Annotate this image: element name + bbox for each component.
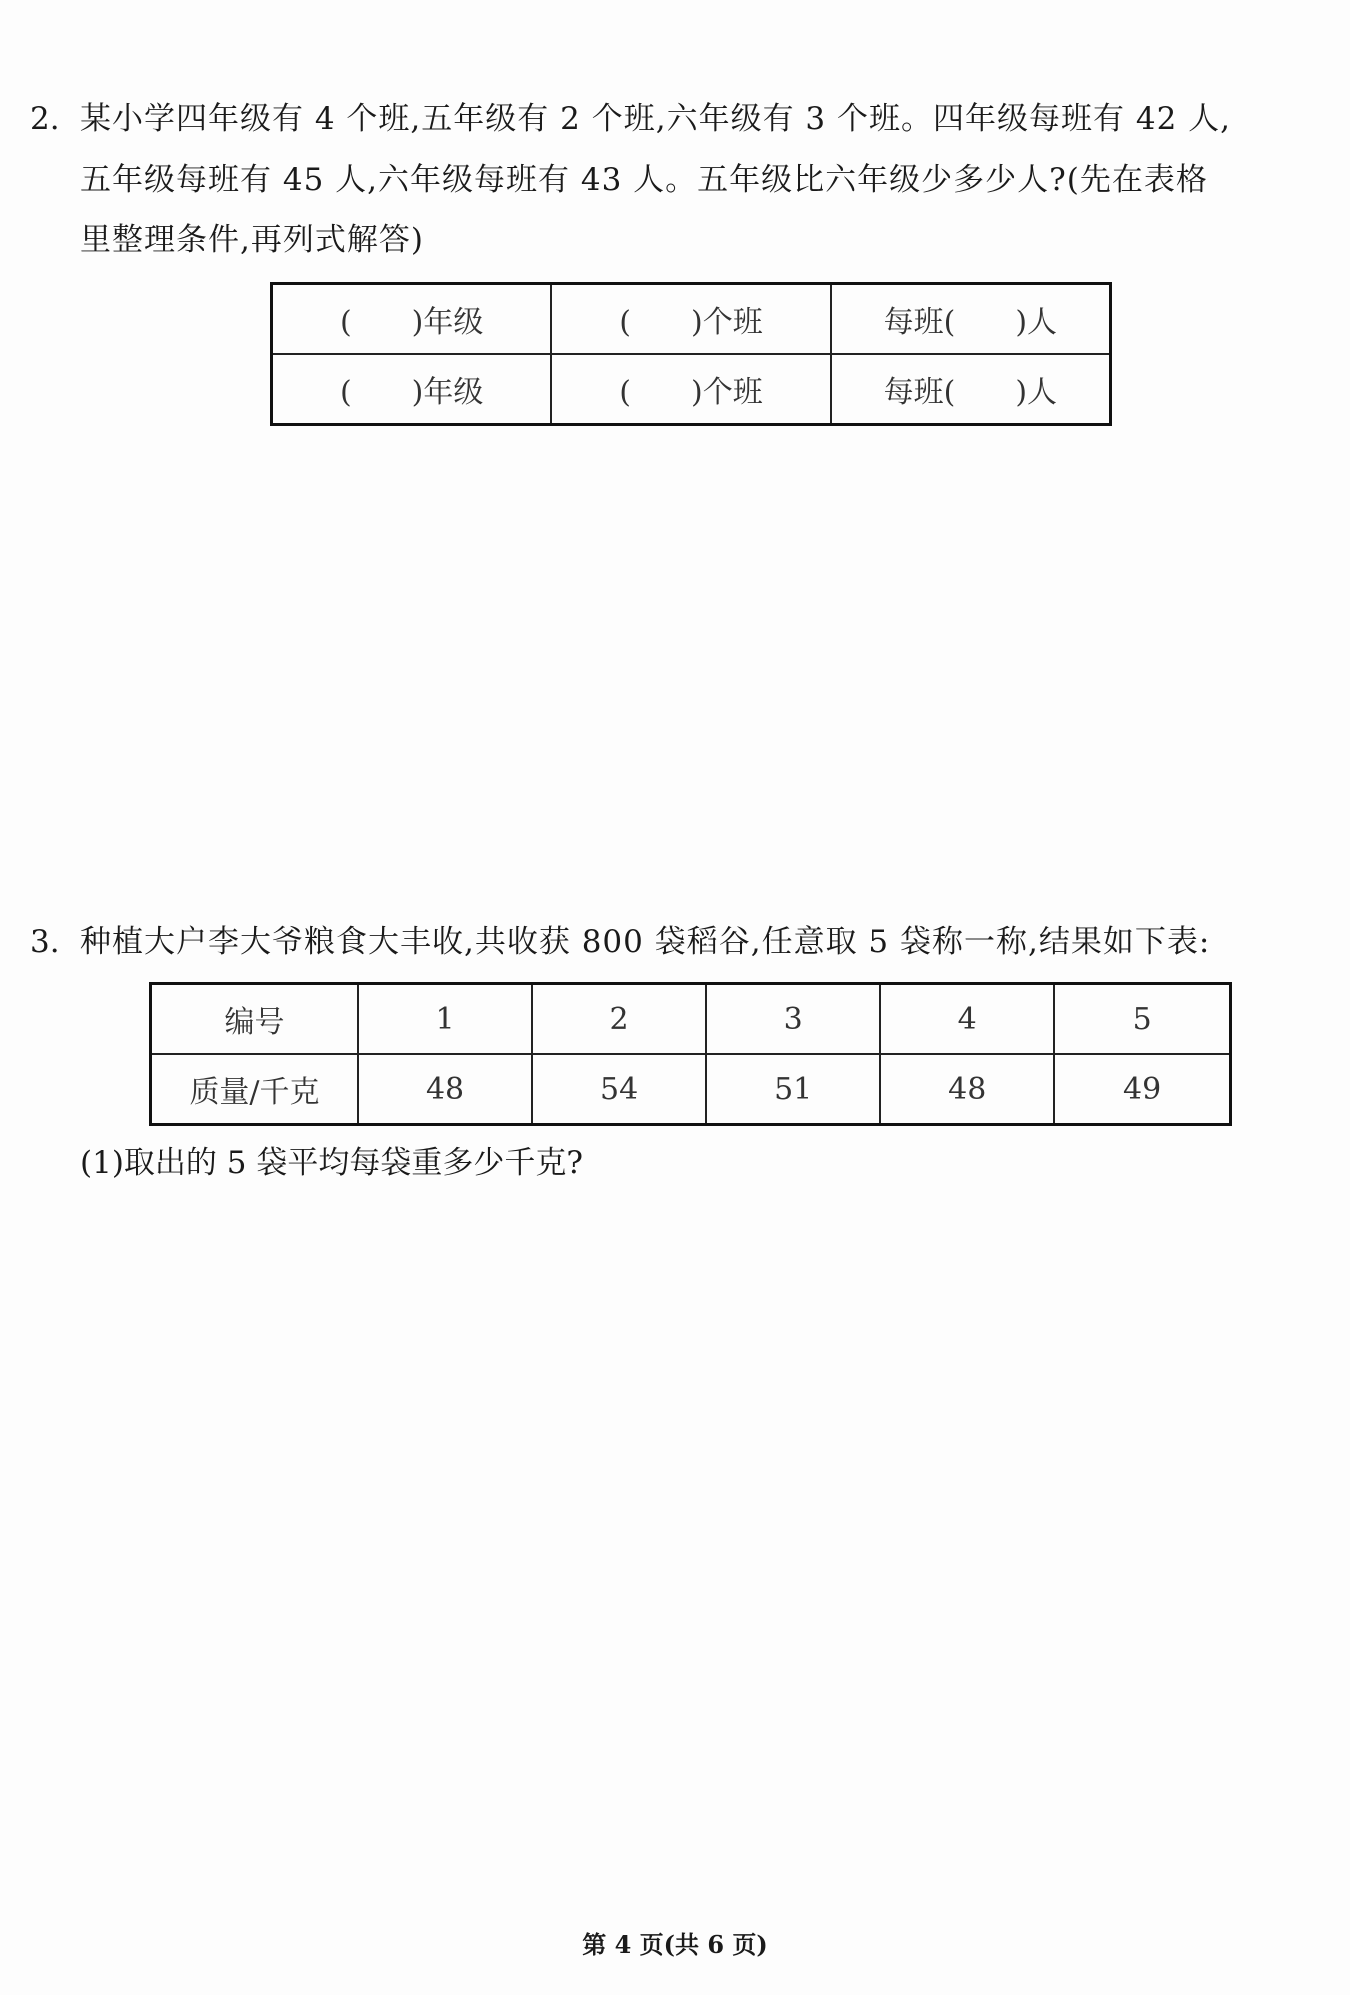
per-class-cell[interactable]: 每班( )人 xyxy=(831,354,1111,425)
id-cell: 4 xyxy=(880,984,1054,1055)
question-2-line-2: 五年级每班有 45 人,六年级每班有 43 人。五年级比六年级少多少人?(先在表格 xyxy=(80,162,1208,198)
weight-cell: 48 xyxy=(358,1054,532,1125)
question-2-line-1: 某小学四年级有 4 个班,五年级有 2 个班,六年级有 3 个班。四年级每班有 42 人, xyxy=(80,101,1232,137)
table-row xyxy=(272,284,1111,355)
per-class-cell[interactable]: 每班( )人 xyxy=(831,284,1111,355)
rice-weight-table xyxy=(149,982,1232,1126)
question-3-number: 3. xyxy=(30,924,60,960)
question-3-line-1: 种植大户李大爷粮食大丰收,共收获 800 袋稻谷,任意取 5 袋称一称,结果如下表: xyxy=(80,924,1211,960)
grade-cell[interactable]: ( )年级 xyxy=(272,354,552,425)
table-row xyxy=(151,984,1231,1055)
weight-cell: 48 xyxy=(880,1054,1054,1125)
id-header: 编号 xyxy=(151,984,359,1055)
id-cell: 2 xyxy=(532,984,706,1055)
weight-cell: 49 xyxy=(1054,1054,1230,1125)
id-cell: 1 xyxy=(358,984,532,1055)
id-cell: 3 xyxy=(706,984,880,1055)
class-count-cell[interactable]: ( )个班 xyxy=(551,354,830,425)
weight-header: 质量/千克 xyxy=(151,1054,359,1125)
weight-cell: 54 xyxy=(532,1054,706,1125)
question-2-number: 2. xyxy=(30,101,60,137)
grade-conditions-table xyxy=(270,282,1112,426)
id-cell: 5 xyxy=(1054,984,1230,1055)
page-footer: 第 4 页(共 6 页) xyxy=(582,1930,768,1959)
class-count-cell[interactable]: ( )个班 xyxy=(551,284,830,355)
weight-cell: 51 xyxy=(706,1054,880,1125)
question-2-line-3: 里整理条件,再列式解答) xyxy=(80,222,424,258)
question-3-sub-1: (1)取出的 5 袋平均每袋重多少千克? xyxy=(80,1145,583,1181)
grade-cell[interactable]: ( )年级 xyxy=(272,284,552,355)
table-row xyxy=(272,354,1111,425)
table-row xyxy=(151,1054,1231,1125)
